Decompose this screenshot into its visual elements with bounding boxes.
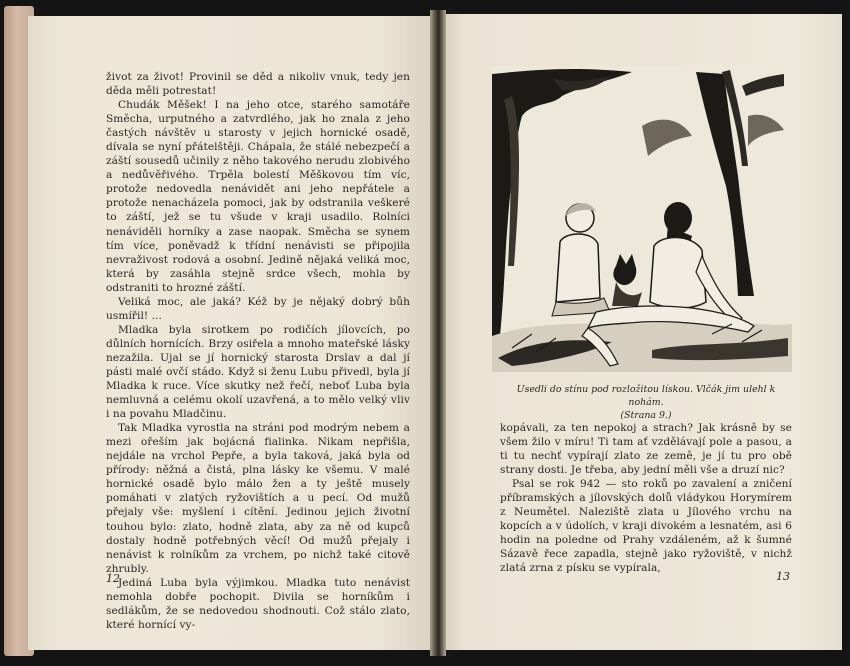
- left-page-text: [106, 70, 410, 632]
- right-page-text: [500, 421, 792, 576]
- paragraph: kopávali, za ten nepokoj a strach? Jak krásně by se všem žilo v míru! Ti tam ať vzdělávají pole a pasou, a ti tu nechť vypírají zlato ze země, je jí tu pro obě strany dosti. Je třeba, aby jední měli vše a druzí nic?: [500, 422, 792, 477]
- page-number-right: 13: [776, 570, 790, 583]
- paragraph: Tak Mladka vyrostla na stráni pod modrým nebem a mezi ořeším jak bojácná fialinka. Nikam nepřišla, nejdále na vrchol Pepře, a byla taková, jaká byla od přírody: něžná a čistá, plna lásky ke všemu. V malé hornické osadě bylo málo žen a ty ještě musely pomáhati v zlatých ryžovištích a u pecí. Od mužů přejaly vše: myšlení i cítění. Jedinou jejich životní touhou bylo: zlato, hodně zlata, aby za ně od kupců dostaly hodně potřebných věcí! Od mužů přejaly i nenávist k rolníkům za vrchem, po nichž také citově zhrubly.: [106, 422, 410, 575]
- paragraph: Chudák Měšek! I na jeho otce, starého samotáře Směcha, urputného a zatvrdlého, jak ho znala z jeho častých návštěv u starosty v jejich hornické osadě, dívala se nyní přátelštěji. Chápala, že stálé nebezpečí a záští sousedů učinily z něho takového nerudu zlobivého a nedůvěřivého. Trpěla bolestí Měškovou tím víc, protože nedovedla nenávidět ani jeho nepřátele a protože nenacházela pomoci, jak by odstranila veškeré to záští, jež se tu všude v kraji usadilo. Rolníci nenáviděli horníky a zase naopak. Směcha se synem tím více, poněvadž k třídní nenávisti se připojila nevraživost rodová a osobní. Jedině nějaká veliká moc, která by zasáhla stejně srdce všech, mohla by odstraniti to hrozné záští.: [106, 99, 410, 294]
- paragraph: Veliká moc, ale jaká? Kéž by je nějaký dobrý bůh usmířil! ...: [106, 295, 410, 322]
- paragraph: život za život! Provinil se děd a nikoliv vnuk, tedy jen děda měli potrestat!: [106, 71, 410, 98]
- paragraph: Jediná Luba byla výjimkou. Mladka tuto nenávist nemohla dobře pochopit. Divila se horníkům i sedlákům, že se nedovedou shodnouti. Což stálo zlato, které hornící vy-: [106, 576, 410, 631]
- caption-text: Usedli do stínu pod rozložitou lískou. Vlčák jim ulehl k nohám.: [516, 384, 776, 408]
- page-number-left: 12: [106, 572, 120, 585]
- paragraph: Psal se rok 942 — sto roků po zavalení a zničení příbramských a jílovských dolů vládykou Horymírem z Neumětel. Naleziště zlata u Jílového vrchu na kopcích a v údolích, v kraji divokém a lesnatém, asi 6 hodin na poledne od Prahy vzdáleném, až k šumné Sázavě řece zapadla, stejně jako ryžoviště, v nichž zlatá zrna z písku se vypírala,: [500, 478, 792, 575]
- illustration-caption: [500, 383, 792, 422]
- book-gutter: [430, 10, 446, 656]
- illustration-image: [492, 66, 792, 372]
- paragraph: Mladka byla sirotkem po rodičích jílovcích, po důlních hornících. Brzy osiřela a mnoho mateřské lásky nezažila. Ujal se jí hornický starosta Drslav a dal jí pásti malé ovčí stádo. Když si ženu Lubu přivedl, byla jí Mladka k ruce. Více skutky než řečí, neboť Luba byla nemluvná a celému okolí uzavřená, a to mělo velký vliv i na povahu Mladčinu.: [106, 323, 410, 421]
- caption-reference: (Strana 9.): [620, 410, 672, 421]
